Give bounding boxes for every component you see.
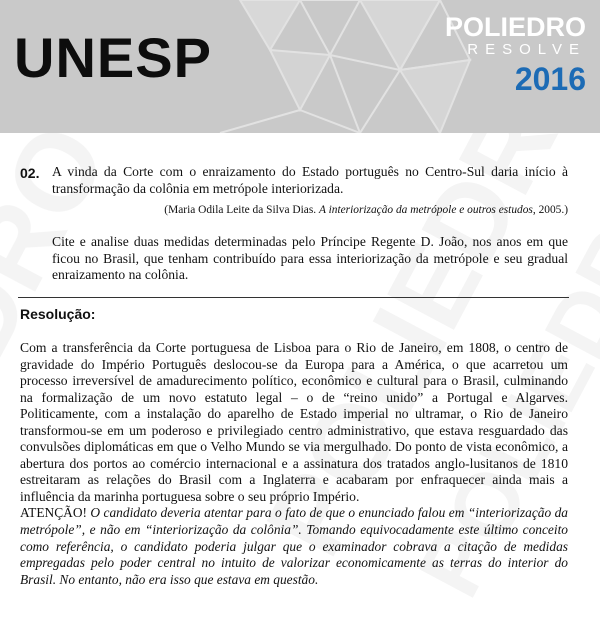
question-citation bbox=[52, 203, 568, 217]
citation-title: A interiorização da metrópole e outros estudos bbox=[318, 204, 533, 216]
exam-year: 2016 bbox=[514, 61, 586, 97]
brand-sub: RESOLVE bbox=[467, 41, 586, 58]
exam-title: UNESP bbox=[14, 26, 212, 89]
question-statement: A vinda da Corte com o enraizamento do Estado português no Centro-Sul daria início à transformação da colônia em metrópole interiorizada. bbox=[52, 164, 568, 196]
resolution-text: Com a transferência da Corte portuguesa de Lisboa para o Rio de Janeiro, em 1808, o centro de gravidade do Império Português deslocou-se da Europa para a América, o que acarretou um processo irreversível de amadurecimento político, econômico e cultural para o Brasil, culminando na formalização de um novo estatuto legal – o de “reino unido” a Portugal e Algarves. Politicamente, com a instalação do aparelho de Estado imperial no ultramar, o Rio de Janeiro transformou-se em um poderoso e privilegiado centro administrativo, que estava resguardado das convulsões diplomáticas em que o Velho Mundo se via mergulhado. Do ponto de vista econômico, a abertura dos portos ao comércio internacional e a assinatura dos tratados anglo-lusitanos de 1810 estreitaram as relações do Brasil com a Inglaterra e acabaram por enfraquecer ainda mais a influência da marinha portuguesa sobre o seu próprio Império. bbox=[20, 340, 568, 504]
attention-note bbox=[20, 505, 568, 589]
attention-text: O candidato deveria atentar para o fato de que o enunciado falou em “interiorização da metrópole”, e não em “interiorização da colônia”. Tomando equivocadamente este último conceito como referência, o candidato poderia julgar que o examinador cobrava a citação de medidas empregadas pelo poder central no intuito de valorizar economicamente as terras do interior do Brasil. No entanto, não era isso que estava em questão. bbox=[20, 505, 568, 588]
brand-logo bbox=[445, 14, 586, 95]
brand-name: POLIEDRO bbox=[444, 12, 586, 42]
question-prompt: Cite e analise duas medidas determinadas pelo Príncipe Regente D. João, nos anos em que ficou no Brasil, que tenham contribuído para essa interiorização da metrópole e seu gradual enraizamento na colônia. bbox=[52, 234, 568, 282]
resolution-label: Resolução: bbox=[20, 306, 96, 322]
question-number: 02. bbox=[20, 165, 40, 181]
citation-year: , 2005.) bbox=[532, 204, 568, 216]
section-divider bbox=[18, 297, 569, 298]
citation-author: (Maria Odila Leite da Silva Dias. bbox=[164, 204, 319, 216]
attention-lead: ATENÇÃO! bbox=[20, 505, 87, 520]
header-banner bbox=[0, 0, 600, 133]
